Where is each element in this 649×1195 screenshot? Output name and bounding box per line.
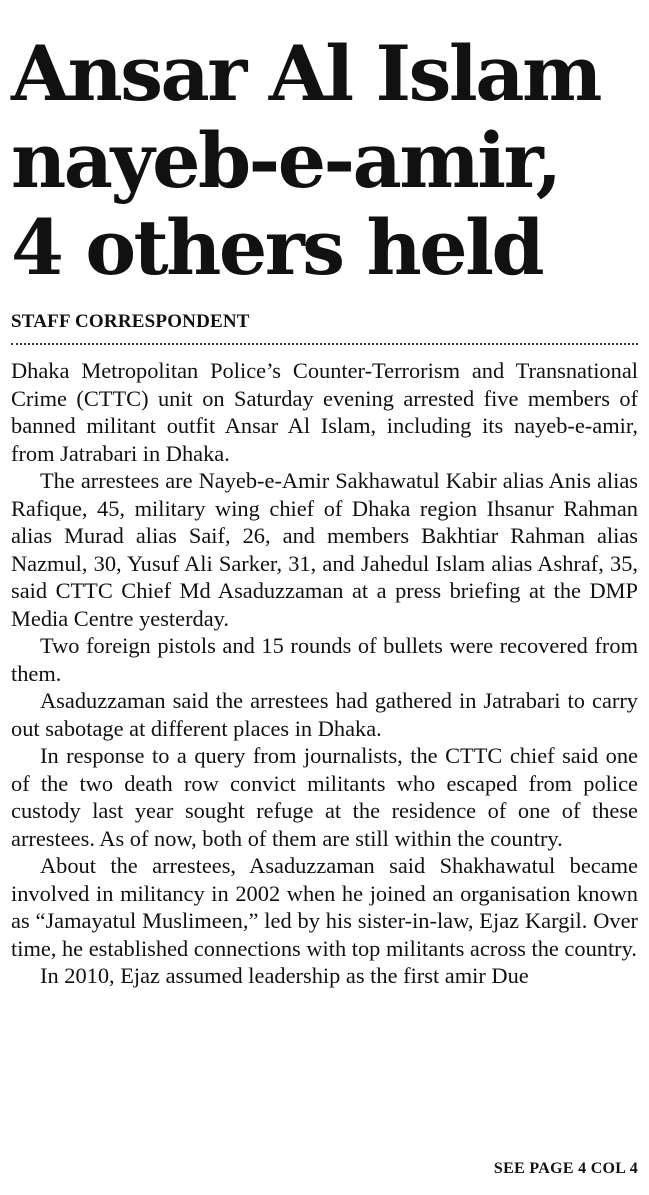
headline <box>11 0 638 291</box>
body-paragraph: Dhaka Metropolitan Police’s Counter-Terrorism and Transnational Crime (CTTC) unit on Saturday evening arrested five members of banned militant outfit Ansar Al Islam, including its nayeb-e-amir, from Jatrabari in Dhaka. <box>11 358 638 466</box>
headline-line: 4 others held <box>11 203 543 292</box>
article-body <box>11 357 638 990</box>
body-paragraph: Asaduzzaman said the arrestees had gathered in Jatrabari to carry out sabotage at different places in Dhaka. <box>11 688 638 741</box>
body-paragraph: Two foreign pistols and 15 rounds of bullets were recovered from them. <box>11 633 638 686</box>
body-paragraph: In 2010, Ejaz assumed leadership as the first amir Due <box>40 963 529 988</box>
continuation-jump-line: SEE PAGE 4 COL 4 <box>493 1160 638 1177</box>
headline-line: Ansar Al Islam <box>11 29 600 118</box>
body-paragraph: The arrestees are Nayeb-e-Amir Sakhawatul Kabir alias Anis alias Rafique, 45, military wing chief of Dhaka region Ihsanur Rahman alias Murad alias Saif, 26, and members Bakhtiar Rahman alias Nazmul, 30, Yusuf Ali Sarker, 31, and Jahedul Islam alias Ashraf, 35, said CTTC Chief Md Asaduzzaman at a press briefing at the DMP Media Centre yesterday. <box>11 468 638 631</box>
byline: STAFF CORRESPONDENT <box>11 311 250 332</box>
news-article <box>11 0 638 1177</box>
body-paragraph: About the arrestees, Asaduzzaman said Shakhawatul became involved in militancy in 2002 when he joined an organisation known as “Jamayatul Muslimeen,” led by his sister-in-law, Ejaz Kargil. Over time, he established connections with top militants across the country. <box>11 853 638 961</box>
body-paragraph: In response to a query from journalists, the CTTC chief said one of the two death row convict militants who escaped from police custody last year sought refuge at the residence of one of these arrestees. As of now, both of them are still within the country. <box>11 743 638 851</box>
headline-line: nayeb-e-amir, <box>11 116 560 205</box>
dotted-divider <box>11 343 638 345</box>
